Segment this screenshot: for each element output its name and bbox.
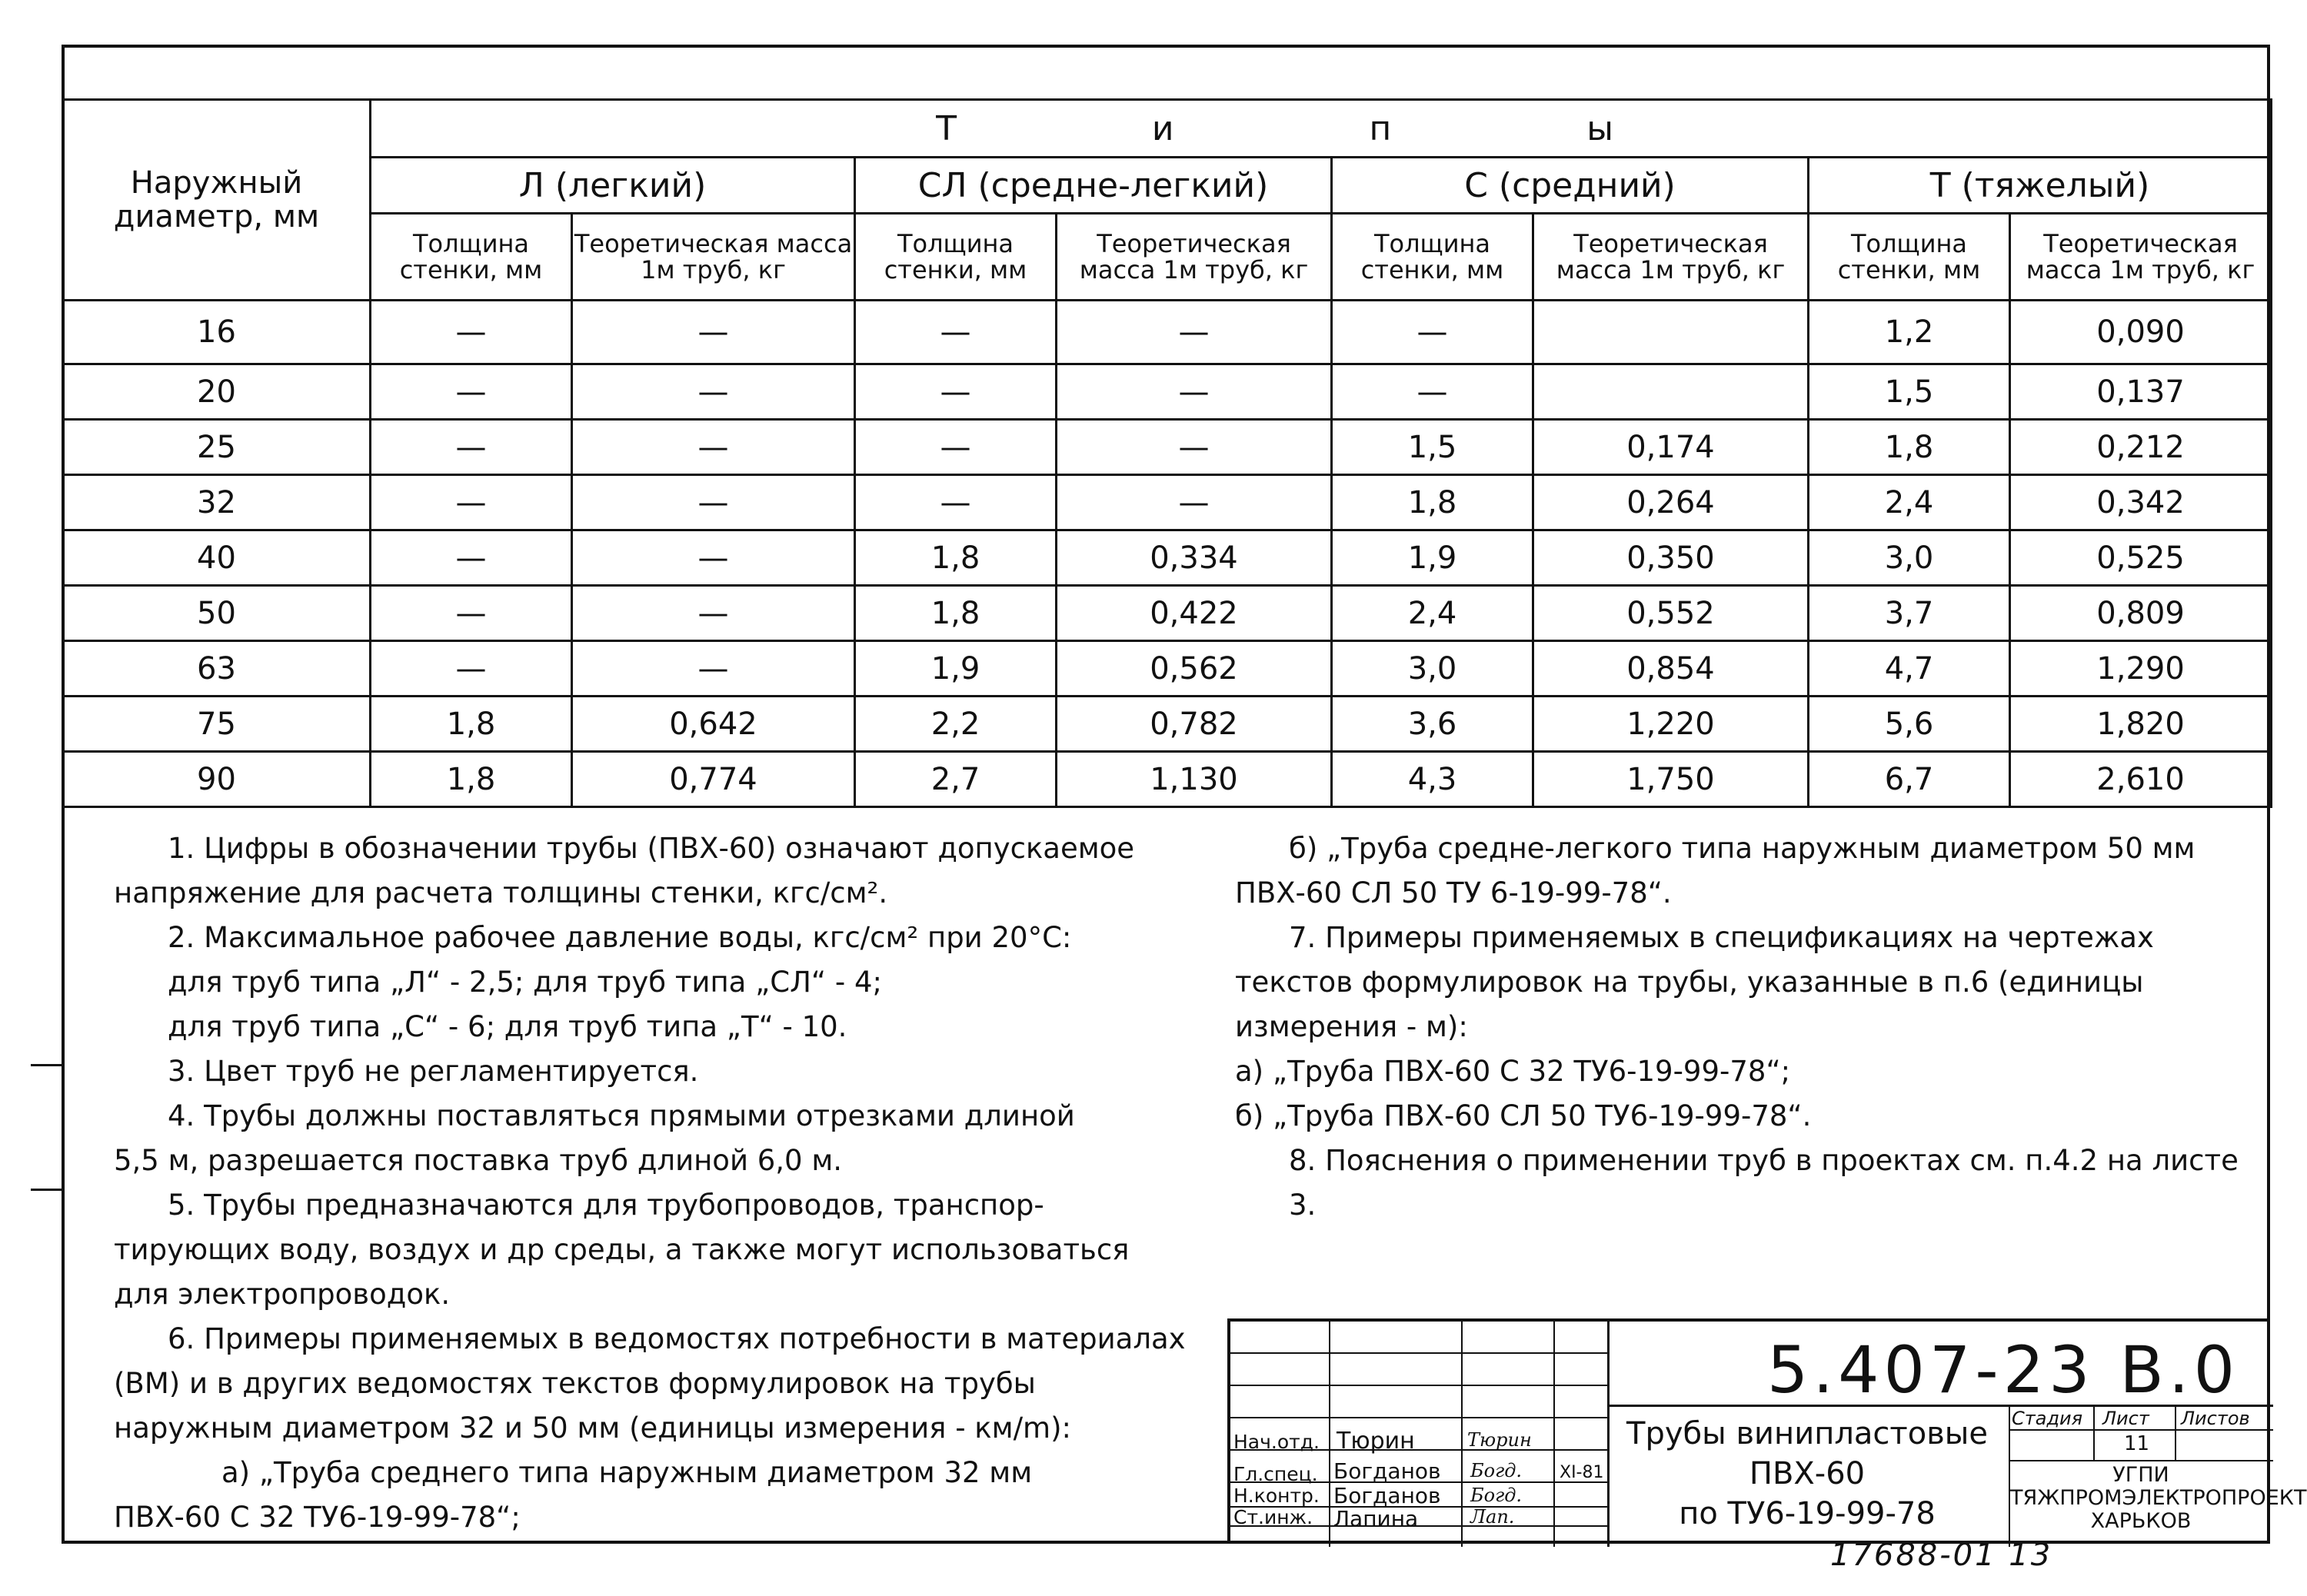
table-cell bbox=[1533, 301, 1809, 364]
organization-line: УГПИ bbox=[2112, 1463, 2169, 1487]
table-cell: — bbox=[572, 641, 855, 697]
table-cell: 0,422 bbox=[1057, 586, 1332, 641]
wall-thickness-header: Толщина стенки, мм bbox=[1809, 214, 2010, 301]
table-cell: 0,525 bbox=[2010, 530, 2272, 586]
diameter-cell: 90 bbox=[63, 752, 371, 807]
table-cell: 1,9 bbox=[1332, 530, 1533, 586]
sheets-label: Листов bbox=[2181, 1408, 2250, 1429]
group-header-heavy: Т (тяжелый) bbox=[1809, 158, 2272, 214]
role-label: Нач.отд. bbox=[1233, 1431, 1320, 1453]
table-cell: — bbox=[371, 420, 572, 475]
table-cell: — bbox=[1057, 475, 1332, 530]
table-cell: — bbox=[855, 475, 1057, 530]
table-cell: — bbox=[371, 641, 572, 697]
table-cell: 2,7 bbox=[855, 752, 1057, 807]
table-cell: 0,090 bbox=[2010, 301, 2272, 364]
diameter-cell: 25 bbox=[63, 420, 371, 475]
table-cell: 1,8 bbox=[1809, 420, 2010, 475]
table-cell: 0,342 bbox=[2010, 475, 2272, 530]
drawing-title bbox=[1607, 1414, 2007, 1534]
diameter-cell: 63 bbox=[63, 641, 371, 697]
diameter-cell: 75 bbox=[63, 697, 371, 752]
table-cell: 1,9 bbox=[855, 641, 1057, 697]
note-line: напряжение для расчета толщины стенки, кгс/см². bbox=[114, 876, 888, 909]
organization-line: ХАРЬКОВ bbox=[2090, 1509, 2192, 1533]
table-row bbox=[63, 697, 2272, 752]
table-cell: 1,750 bbox=[1533, 752, 1809, 807]
note-line: 8. Пояснения о применении труб в проектах см. п.4.2 на листе 3. bbox=[1289, 1144, 2239, 1222]
stage-label: Стадия bbox=[2012, 1408, 2083, 1429]
table-cell: 1,8 bbox=[371, 752, 572, 807]
table-cell: 1,220 bbox=[1533, 697, 1809, 752]
table-row bbox=[63, 530, 2272, 586]
table-cell: 0,334 bbox=[1057, 530, 1332, 586]
notes-left-column bbox=[114, 826, 1190, 1540]
table-cell: — bbox=[1057, 420, 1332, 475]
table-row bbox=[63, 420, 2272, 475]
role-label: Н.контр. bbox=[1233, 1485, 1320, 1507]
table-cell: — bbox=[855, 301, 1057, 364]
table-cell: 2,4 bbox=[1809, 475, 2010, 530]
table-cell: 0,562 bbox=[1057, 641, 1332, 697]
table-cell: 1,2 bbox=[1809, 301, 2010, 364]
diameter-cell: 50 bbox=[63, 586, 371, 641]
table-cell: 3,7 bbox=[1809, 586, 2010, 641]
table-cell: — bbox=[572, 586, 855, 641]
table-cell: 2,2 bbox=[855, 697, 1057, 752]
archive-stamp-number: 17688-01 13 bbox=[1830, 1538, 2053, 1573]
note-line: 2. Максимальное рабочее давление воды, кгс/см² при 20°С: bbox=[168, 921, 1072, 954]
table-cell: — bbox=[572, 475, 855, 530]
wall-thickness-header: Толщина стенки, мм bbox=[855, 214, 1057, 301]
table-cell: — bbox=[1332, 364, 1533, 420]
drawing-title-line: ПВХ-60 bbox=[1749, 1456, 1866, 1491]
note-line: 5,5 м, разрешается поставка труб длиной 6,0 м. bbox=[114, 1144, 843, 1177]
table-cell: — bbox=[572, 530, 855, 586]
note-line: наружным диаметром 32 и 50 мм (единицы измерения - км/m): bbox=[114, 1411, 1071, 1445]
mass-header: Теоретическая масса 1м труб, кг bbox=[572, 214, 855, 301]
group-header-medium-light: СЛ (средне-легкий) bbox=[855, 158, 1332, 214]
signature: Лап. bbox=[1470, 1506, 1515, 1528]
person-name: Лапина bbox=[1333, 1506, 1419, 1531]
table-cell: — bbox=[572, 301, 855, 364]
drawing-title-line: по ТУ6-19-99-78 bbox=[1679, 1496, 1936, 1531]
table-cell: 0,782 bbox=[1057, 697, 1332, 752]
role-label: Гл.спец. bbox=[1233, 1463, 1318, 1485]
outer-diameter-header: Наружный диаметр, мм bbox=[63, 100, 371, 301]
table-cell: — bbox=[855, 420, 1057, 475]
note-line: 1. Цифры в обозначении трубы (ПВХ-60) означают допускаемое bbox=[168, 832, 1135, 865]
diameter-cell: 20 bbox=[63, 364, 371, 420]
table-cell: — bbox=[371, 475, 572, 530]
table-cell: 1,8 bbox=[855, 586, 1057, 641]
note-line: для труб типа „С“ - 6; для труб типа „Т“ - 10. bbox=[168, 1010, 847, 1043]
person-name: Тюрин bbox=[1337, 1428, 1415, 1455]
group-header-light: Л (легкий) bbox=[371, 158, 855, 214]
table-cell bbox=[1533, 364, 1809, 420]
table-cell: — bbox=[572, 420, 855, 475]
table-cell: 0,809 bbox=[2010, 586, 2272, 641]
table-cell: 4,3 bbox=[1332, 752, 1533, 807]
note-line: для труб типа „Л“ - 2,5; для труб типа „СЛ“ - 4; bbox=[168, 966, 882, 999]
person-name: Богданов bbox=[1333, 1458, 1441, 1484]
table-cell: — bbox=[371, 530, 572, 586]
sheet-number: 11 bbox=[2124, 1432, 2150, 1455]
table-cell: 0,552 bbox=[1533, 586, 1809, 641]
margin-tick bbox=[31, 1189, 63, 1191]
note-line: ПВХ-60 СЛ 50 ТУ 6-19-99-78“. bbox=[1235, 876, 1672, 909]
types-header: Т и п ы bbox=[371, 100, 2272, 158]
person-name: Богданов bbox=[1333, 1483, 1441, 1508]
table-cell: — bbox=[1332, 301, 1533, 364]
table-cell: — bbox=[371, 364, 572, 420]
table-cell: — bbox=[371, 586, 572, 641]
note-line: б) „Труба ПВХ-60 СЛ 50 ТУ6-19-99-78“. bbox=[1235, 1099, 1812, 1132]
table-cell: — bbox=[371, 301, 572, 364]
group-header-medium: С (средний) bbox=[1332, 158, 1809, 214]
diameter-cell: 32 bbox=[63, 475, 371, 530]
table-cell: 1,8 bbox=[855, 530, 1057, 586]
table-cell: 3,0 bbox=[1809, 530, 2010, 586]
note-line: тирующих воду, воздух и др среды, а также могут использоваться bbox=[114, 1233, 1130, 1266]
table-cell: 1,820 bbox=[2010, 697, 2272, 752]
note-line: 3. Цвет труб не регламентируется. bbox=[168, 1055, 699, 1088]
document-code: 5.407-23 В.0 bbox=[1766, 1332, 2240, 1408]
table-cell: 4,7 bbox=[1809, 641, 2010, 697]
notes-right-column bbox=[1235, 826, 2258, 1228]
drawing-title-line: Трубы винипластовые bbox=[1626, 1416, 1988, 1451]
title-block bbox=[1227, 1318, 2307, 1544]
note-line: измерения - м): bbox=[1235, 1010, 1468, 1043]
sheet-label: Лист bbox=[2102, 1408, 2149, 1429]
table-cell: 0,642 bbox=[572, 697, 855, 752]
table-cell: — bbox=[855, 364, 1057, 420]
table-cell: 0,264 bbox=[1533, 475, 1809, 530]
pipe-spec-rows bbox=[63, 301, 2272, 807]
table-cell: 6,7 bbox=[1809, 752, 2010, 807]
table-row bbox=[63, 475, 2272, 530]
margin-tick bbox=[31, 1064, 63, 1066]
table-cell: 1,290 bbox=[2010, 641, 2272, 697]
table-row bbox=[63, 301, 2272, 364]
pipe-spec-table bbox=[62, 98, 2272, 808]
signature: Богд. bbox=[1470, 1485, 1523, 1506]
table-cell: 0,212 bbox=[2010, 420, 2272, 475]
table-cell: 1,5 bbox=[1332, 420, 1533, 475]
table-row bbox=[63, 586, 2272, 641]
organization-line: ТЯЖПРОМЭЛЕКТРОПРОЕКТ bbox=[2010, 1486, 2307, 1510]
table-row bbox=[63, 752, 2272, 807]
table-cell: 2,610 bbox=[2010, 752, 2272, 807]
note-line: 6. Примеры применяемых в ведомостях потребности в материалах bbox=[168, 1322, 1186, 1355]
organization bbox=[2010, 1463, 2307, 1533]
mass-header: Теоретическая масса 1м труб, кг bbox=[2010, 214, 2272, 301]
table-cell: 0,774 bbox=[572, 752, 855, 807]
table-row bbox=[63, 364, 2272, 420]
wall-thickness-header: Толщина стенки, мм bbox=[1332, 214, 1533, 301]
table-cell: 1,8 bbox=[1332, 475, 1533, 530]
mass-header: Теоретическая масса 1м труб, кг bbox=[1533, 214, 1809, 301]
signature: Тюрин bbox=[1467, 1429, 1532, 1451]
note-line: а) „Труба среднего типа наружным диаметром 32 мм bbox=[221, 1456, 1033, 1489]
note-line: ПВХ-60 С 32 ТУ6-19-99-78“; bbox=[114, 1501, 521, 1534]
table-cell: 3,6 bbox=[1332, 697, 1533, 752]
table-cell: 5,6 bbox=[1809, 697, 2010, 752]
table-cell: 1,5 bbox=[1809, 364, 2010, 420]
table-cell: 0,350 bbox=[1533, 530, 1809, 586]
note-line: 4. Трубы должны поставляться прямыми отрезками длиной bbox=[168, 1099, 1075, 1132]
table-row bbox=[63, 641, 2272, 697]
diameter-cell: 16 bbox=[63, 301, 371, 364]
table-cell: 0,854 bbox=[1533, 641, 1809, 697]
table-cell: 0,174 bbox=[1533, 420, 1809, 475]
note-line: для электропроводок. bbox=[114, 1278, 451, 1311]
note-line: 7. Примеры применяемых в спецификациях на чертежах bbox=[1289, 921, 2154, 954]
diameter-cell: 40 bbox=[63, 530, 371, 586]
table-cell: 3,0 bbox=[1332, 641, 1533, 697]
table-cell: — bbox=[572, 364, 855, 420]
table-cell: 0,137 bbox=[2010, 364, 2272, 420]
mass-header: Теоретическая масса 1м труб, кг bbox=[1057, 214, 1332, 301]
note-line: (ВМ) и в других ведомостях текстов формулировок на трубы bbox=[114, 1367, 1036, 1400]
signature: Богд. bbox=[1470, 1460, 1523, 1481]
note-line: б) „Труба средне-легкого типа наружным диаметром 50 мм bbox=[1289, 832, 2195, 865]
table-cell: 1,130 bbox=[1057, 752, 1332, 807]
wall-thickness-header: Толщина стенки, мм bbox=[371, 214, 572, 301]
note-line: текстов формулировок на трубы, указанные в п.6 (единицы bbox=[1235, 966, 2144, 999]
role-label: Ст.инж. bbox=[1233, 1506, 1313, 1528]
table-cell: — bbox=[1057, 301, 1332, 364]
date: XI-81 bbox=[1560, 1463, 1604, 1482]
table-cell: 1,8 bbox=[371, 697, 572, 752]
note-line: 5. Трубы предназначаются для трубопроводов, транспор- bbox=[168, 1189, 1044, 1222]
table-cell: — bbox=[1057, 364, 1332, 420]
note-line: а) „Труба ПВХ-60 С 32 ТУ6-19-99-78“; bbox=[1235, 1055, 1791, 1088]
table-cell: 2,4 bbox=[1332, 586, 1533, 641]
